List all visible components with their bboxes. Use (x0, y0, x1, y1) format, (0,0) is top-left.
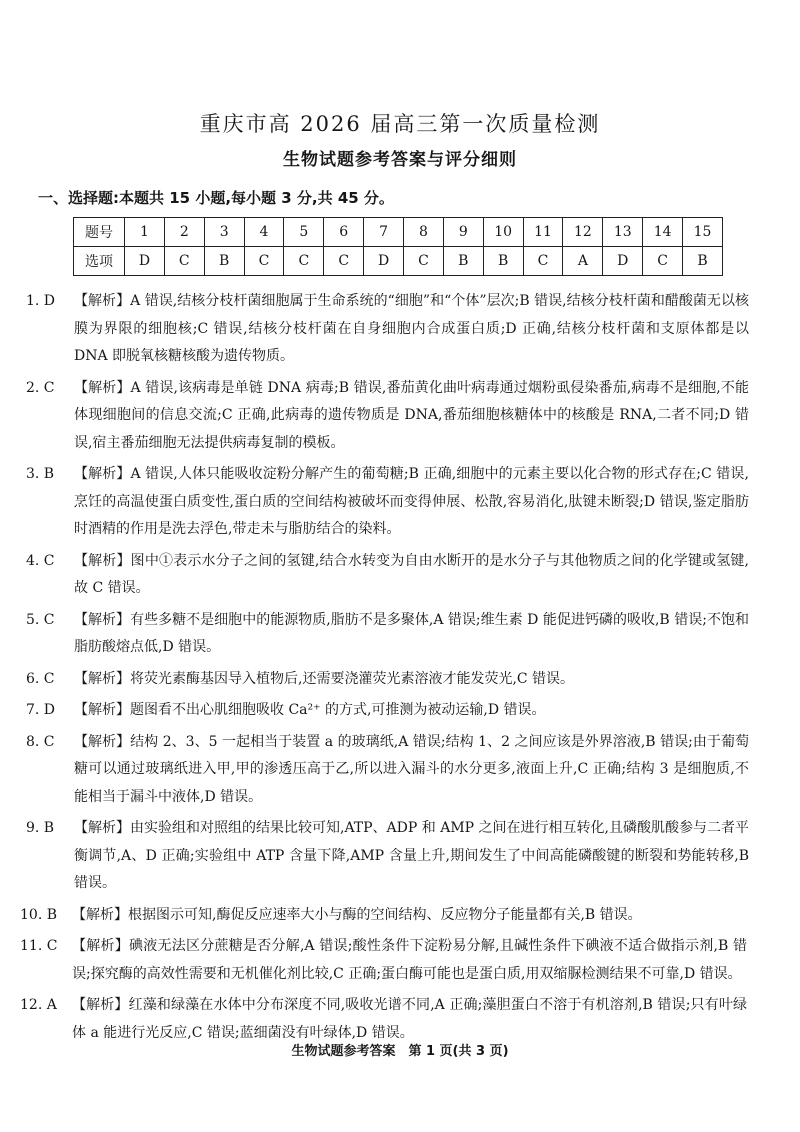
answer-table-answer-row (74, 247, 723, 276)
explanation-text: 【解析】题图看不出心肌细胞吸收 Ca²⁺ 的方式,可推测为被动运输,D 错误。 (74, 702, 546, 718)
question-number-cell: 15 (683, 218, 723, 247)
explanation-text: 【解析】结构 2、3、5 一起相当于装置 a 的玻璃纸,A 错误;结构 1、2 之间应该是外界溶液,B 错误;由于葡萄糖可以通过玻璃纸进入甲,甲的渗透压高于乙,所以进入漏斗的水分更多,液面上升,C 正确;结构 3 是细胞质,不能相当于漏斗中液体,D 错误。 (74, 733, 749, 805)
question-number: 3. B (26, 466, 55, 482)
question-number-cell: 12 (563, 218, 603, 247)
question-number-cell: 14 (643, 218, 683, 247)
section-heading: 一、选择题:本题共 15 小题,每小题 3 分,共 45 分。 (38, 189, 394, 207)
explanation-text: 【解析】碘液无法区分蔗糖是否分解,A 错误;酸性条件下淀粉易分解,且碱性条件下碘液不适合做指示剂,B 错误;探究酶的高效性需要和无机催化剂比较,C 正确;蛋白酶可能也是蛋白质,用双缩脲检测结果不可靠,D 错误。 (72, 938, 747, 982)
question-number: 8. C (26, 733, 55, 750)
explanation-text: 【解析】A 错误,该病毒是单链 DNA 病毒;B 错误,番茄黄化曲叶病毒通过烟粉虱侵染番茄,病毒不是细胞,不能体现细胞间的信息交流;C 正确,此病毒的遗传物质是 DNA,番茄细胞核糖体中的核酸是 RNA,二者不同;D 错误,宿主番茄细胞无法提供病毒复制的模板。 (74, 379, 749, 451)
explanation-item (0, 666, 800, 694)
explanation-item (0, 933, 800, 988)
question-number: 9. B (26, 820, 55, 836)
question-number-cell: 1 (125, 218, 165, 247)
question-number-cell: 13 (603, 218, 643, 247)
answer-cell: B (483, 247, 523, 276)
explanation-text: 【解析】根据图示可知,酶促反应速率大小与酶的空间结构、反应物分子能量都有关,B 错误。 (72, 906, 642, 923)
question-number-cell: 5 (284, 218, 324, 247)
answer-cell: D (603, 247, 643, 276)
question-number-cell: 7 (364, 218, 404, 247)
question-number-cell: 3 (204, 218, 244, 247)
explanation-text: 【解析】红藻和绿藻在水体中分布深度不同,吸收光谱不同,A 正确;藻胆蛋白不溶于有机溶剂,B 错误;只有叶绿体 a 能进行光反应,C 错误;蓝细菌没有叶绿体,D 错误。 (72, 997, 747, 1041)
answer-table (73, 217, 723, 276)
question-number-cell: 10 (483, 218, 523, 247)
explanation-item (0, 902, 800, 930)
answer-cell: A (563, 247, 603, 276)
question-number: 5. C (26, 611, 55, 628)
explanation-text: 【解析】A 错误,结核分枝杆菌细胞属于生命系统的“细胞”和“个体”层次;B 错误,结核分枝杆菌和醋酸菌无以核膜为界限的细胞核;C 错误,结核分枝杆菌在自身细胞内合成蛋白质;D 正确,结核分枝杆菌和支原体都是以 DNA 即脱氧核糖核酸为遗传物质。 (74, 293, 749, 364)
page-title: 重庆市高 2026 届高三第一次质量检测 (199, 112, 601, 136)
question-number: 10. B (20, 906, 58, 923)
answer-cell: C (643, 247, 683, 276)
question-number: 2. C (26, 379, 55, 396)
answer-table-number-row (74, 218, 723, 247)
question-number: 11. C (20, 938, 58, 954)
explanation-item (0, 375, 800, 458)
question-number: 12. A (20, 997, 57, 1013)
question-number-cell: 9 (443, 218, 483, 247)
explanation-item (0, 461, 800, 544)
explanation-text: 【解析】由实验组和对照组的结果比较可知,ATP、ADP 和 AMP 之间在进行相互转化,且磷酸肌酸参与二者平衡调节,A、D 正确;实验组中 ATP 含量下降,AMP 含量上升,期间发生了中间高能磷酸键的断裂和势能转移,B 错误。 (74, 820, 749, 891)
explanation-item (0, 992, 800, 1047)
answer-cell: C (244, 247, 284, 276)
answer-cell: B (204, 247, 244, 276)
question-number: 7. D (26, 702, 56, 718)
explanation-list (0, 288, 800, 1051)
answer-cell: C (164, 247, 204, 276)
answer-cell: D (364, 247, 404, 276)
explanation-text: 【解析】A 错误,人体只能吸收淀粉分解产生的葡萄糖;B 正确,细胞中的元素主要以化合物的形式存在;C 错误,烹饪的高温使蛋白质变性,蛋白质的空间结构被破坏而变得伸展、松散,容易消化,肽键未断裂;D 错误,鉴定脂肪时酒精的作用是洗去浮色,带走未与脂肪结合的染料。 (74, 466, 749, 537)
explanation-item (0, 697, 800, 725)
page-footer: 生物试题参考答案 第 1 页(共 3 页) (291, 1044, 509, 1059)
answer-cell: C (523, 247, 563, 276)
explanation-item (0, 815, 800, 898)
page-subtitle: 生物试题参考答案与评分细则 (283, 150, 517, 170)
explanation-item (0, 607, 800, 662)
answer-cell: B (443, 247, 483, 276)
explanation-item (0, 729, 800, 812)
row-label-answer: 选项 (74, 247, 125, 276)
question-number-cell: 2 (164, 218, 204, 247)
question-number-cell: 4 (244, 218, 284, 247)
explanation-item (0, 548, 800, 603)
explanation-item (0, 288, 800, 371)
question-number: 4. C (26, 552, 55, 569)
row-label-number: 题号 (74, 218, 125, 247)
answer-cell: D (125, 247, 165, 276)
question-number-cell: 8 (404, 218, 444, 247)
answer-cell: B (683, 247, 723, 276)
explanation-text: 【解析】将荧光素酶基因导入植物后,还需要浇灌荧光素溶液才能发荧光,C 错误。 (74, 670, 575, 687)
explanation-text: 【解析】有些多糖不是细胞中的能源物质,脂肪不是多聚体,A 错误;维生素 D 能促进钙磷的吸收,B 错误;不饱和脂肪酸熔点低,D 错误。 (74, 611, 749, 655)
question-number: 1. D (26, 293, 56, 309)
question-number-cell: 6 (324, 218, 364, 247)
answer-cell: C (284, 247, 324, 276)
explanation-text: 【解析】图中①表示水分子之间的氢键,结合水转变为自由水断开的是水分子与其他物质之间的化学键或氢键,故 C 错误。 (74, 552, 749, 596)
answer-cell: C (404, 247, 444, 276)
question-number: 6. C (26, 670, 55, 687)
answer-cell: C (324, 247, 364, 276)
question-number-cell: 11 (523, 218, 563, 247)
